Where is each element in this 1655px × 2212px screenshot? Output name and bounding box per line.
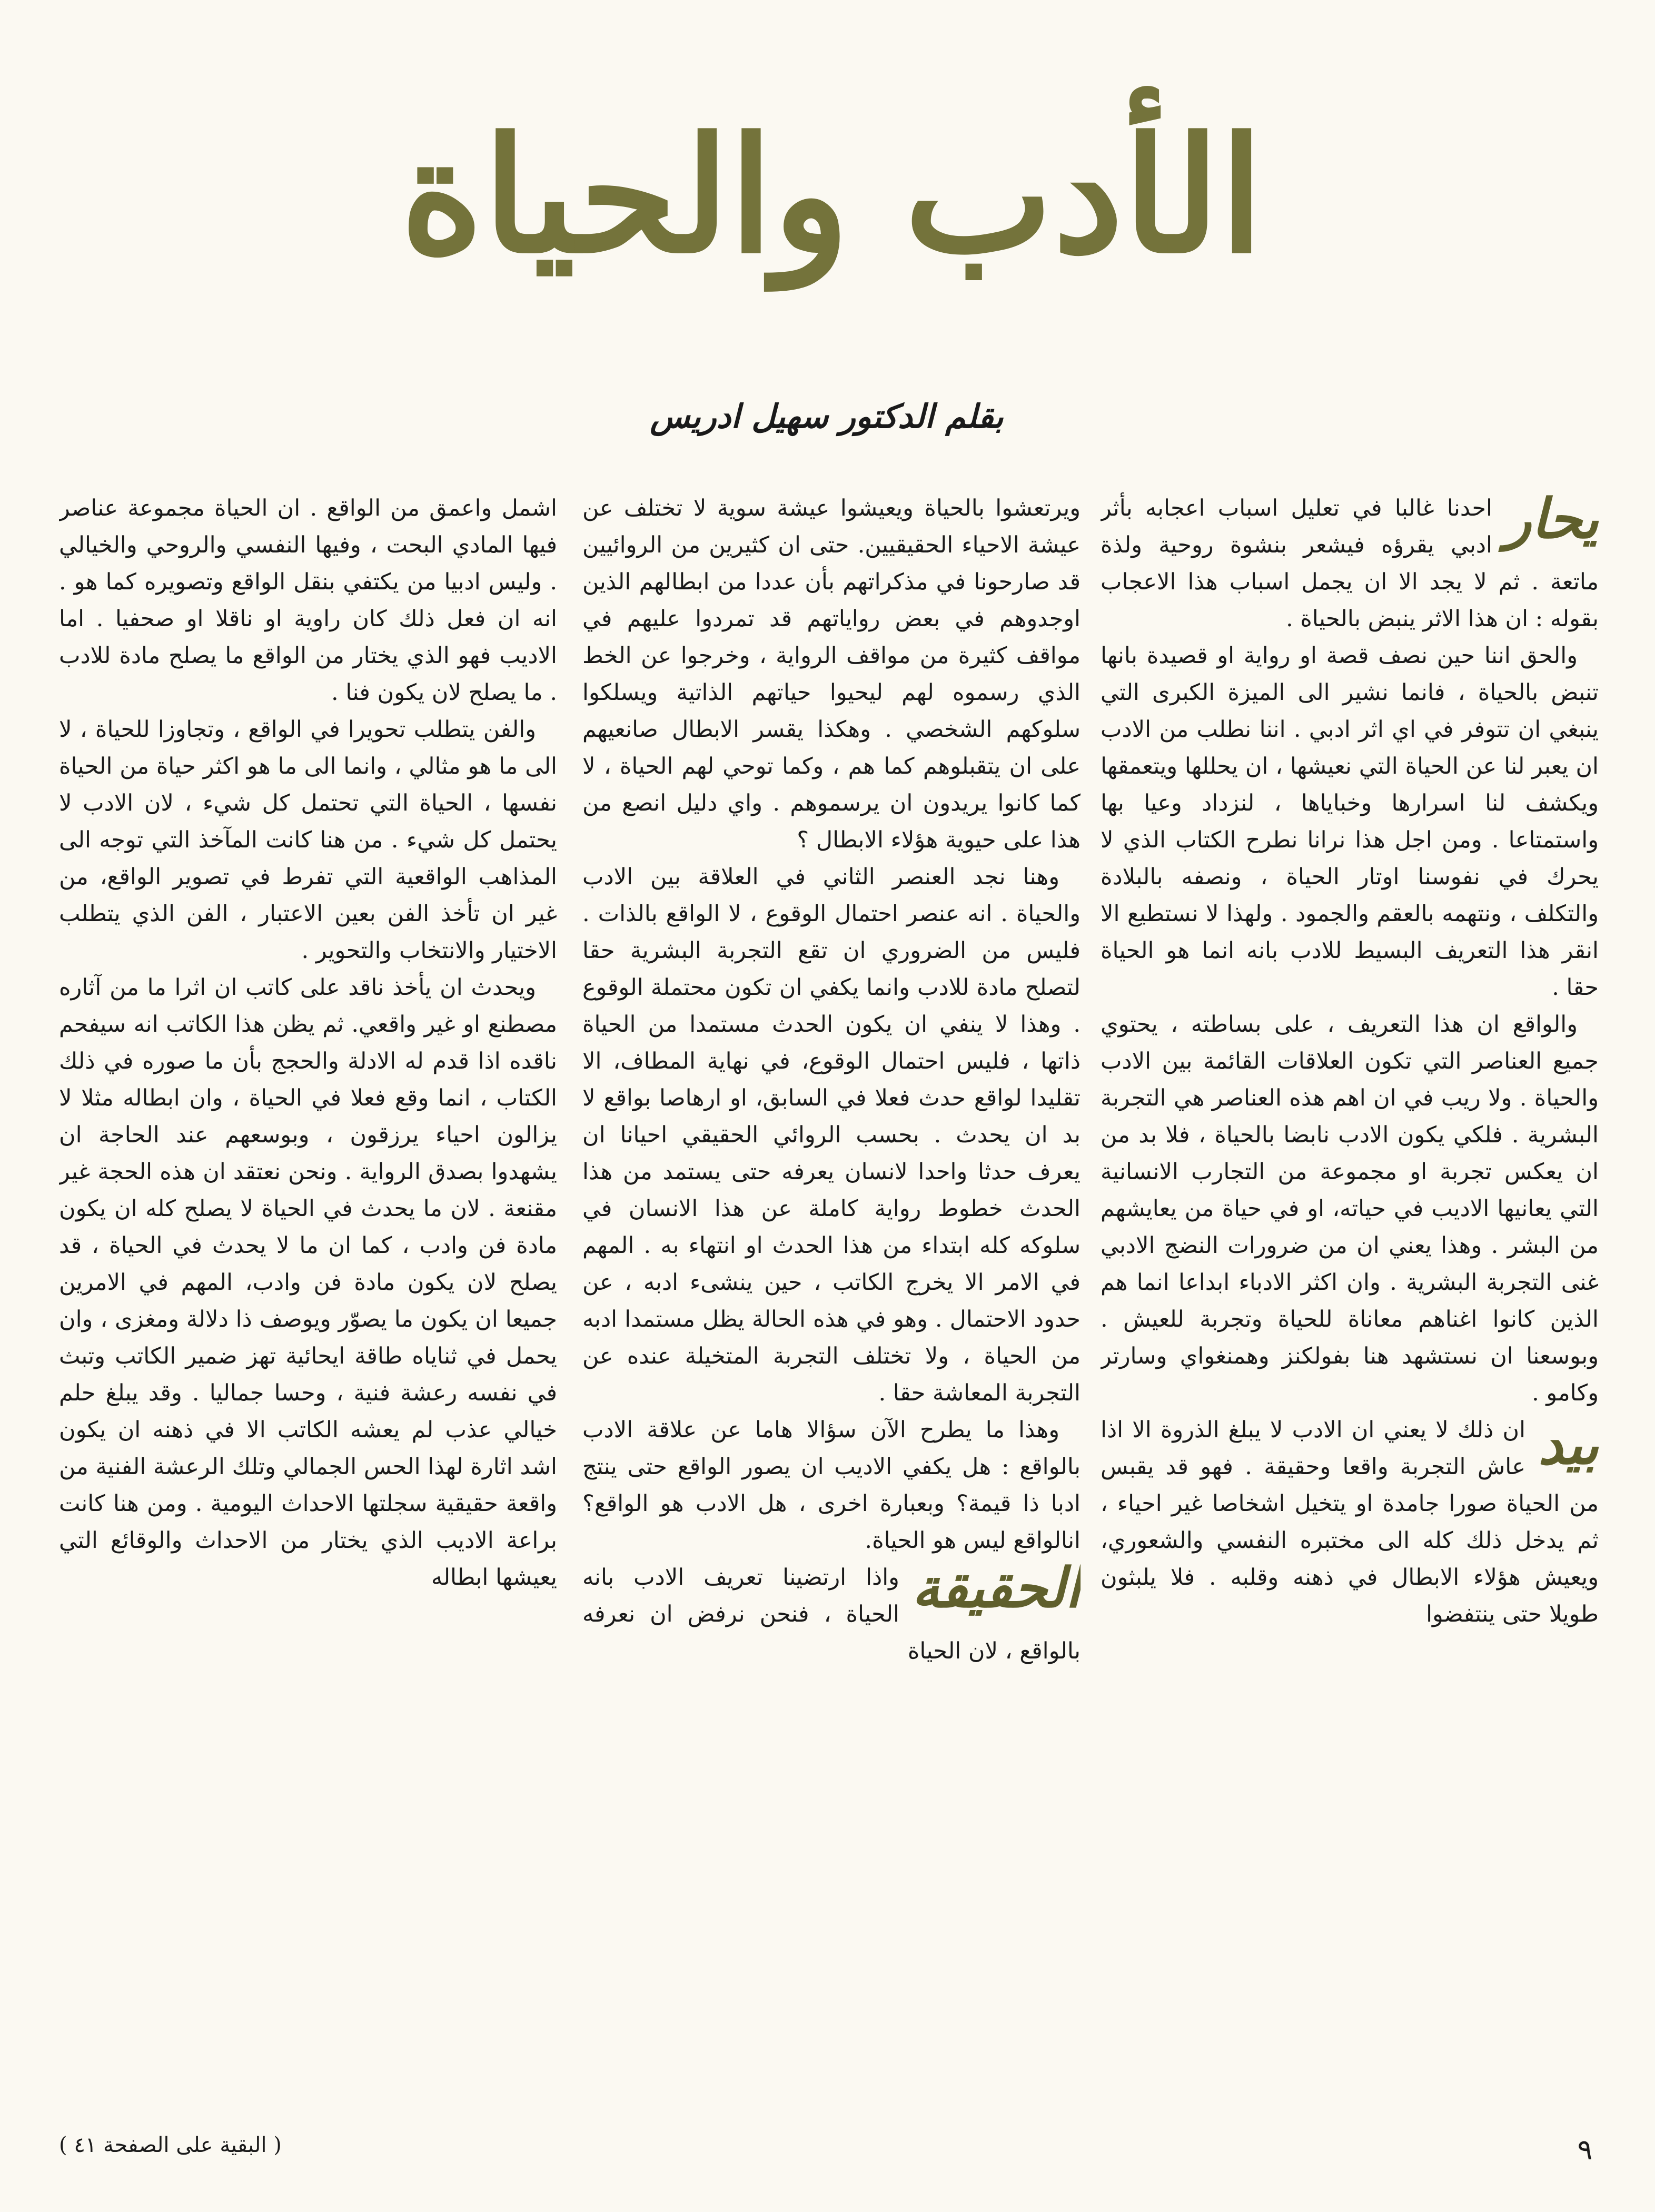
article-byline: بقلم الدكتور سهيل ادريس xyxy=(650,397,1004,436)
paragraph: اشمل واعمق من الواقع . ان الحياة مجموعة عناصر فيها المادي البحت ، وفيها النفسي والروحي والخيالي . وليس ادبيا من يكتفي بنقل الواقع وتصويره كما هو . انه ان فعل ذلك كان راوية او ناقلا او صحفيا . اما الاديب فهو الذي يختار من الواقع ما يصلح مادة للادب . ما يصلح لان يكون فنا . xyxy=(59,495,557,706)
article-title: الأدب والحياة xyxy=(400,102,1264,288)
paragraph: والحق اننا حين نصف قصة او رواية او قصيدة بانها تنبض بالحياة ، فانما نشير الى الميزة الكبرى التي ينبغي ان تتوفر في اي اثر ادبي . اننا نطلب من الادب ان يعبر لنا عن الحياة التي نعيشها ، ان يحللها ويتعمقها ويكشف لنا اسرارها وخباياها ، لنزداد وعيا بها واستمتاعا . ومن اجل هذا نرانا نطرح الكتاب الذي لا يحرك في نفوسنا اوتار الحياة ، ونصفه بالبلادة والتكلف ، ونتهمه بالعقم والجمود . ولهذا لا نستطيع الا انقر هذا التعريف البسيط للادب بانه انما هو الحياة حقا . xyxy=(1101,643,1599,1001)
paragraph: احدنا غالبا في تعليل اسباب اعجابه بأثر ادبي يقرؤه فيشعر بنشوة روحية ولذة ماتعة . ثم لا يجد الا ان يجمل اسباب هذا الاعجاب بقوله : ان هذا الاثر ينبض بالحياة . xyxy=(1101,495,1599,632)
paragraph: ويحدث ان يأخذ ناقد على كاتب ان اثرا ما من آثاره مصطنع او غير واقعي. ثم يظن هذا الكاتب انه سيفحم ناقده اذا قدم له الادلة والحجج بأن ما صوره في ذلك الكتاب ، انما وقع فعلا في الحياة ، وان ابطاله مثلا لا يزالون احياء يرزقون ، وبوسعهم عند الحاجة ان يشهدوا بصدق الرواية . ونحن نعتقد ان هذه الحجة غير مقنعة . لان ما يحدث في الحياة لا يصلح كله ان يكون مادة فن وادب ، كما ان ما لا يحدث في الحياة ، قد يصلح لان يكون مادة فن وادب، المهم في الامرين جميعا ان يكون ما يصوّر ويوصف ذا دلالة ومغزى ، وان يحمل في ثناياه طاقة ايحائية تهز ضمير الكاتب وتبث في نفسه رعشة فنية ، وحسا جماليا . وقد يبلغ حلم خيالي عذب لم يعشه الكاتب الا في ذهنه ان يكون اشد اثارة لهذا الحس الجمالي وتلك الرعشة الفنية من واقعة حقيقية سجلتها الاحداث اليومية . ومن هنا كانت براعة الاديب الذي يختار من الاحداث والوقائع التي يعيشها ابطاله xyxy=(59,974,557,1591)
paragraph: وهذا ما يطرح الآن سؤالا هاما عن علاقة الادب بالواقع : هل يكفي الاديب ان يصور الواقع حتى ينتج ادبا ذا قيمة؟ وبعبارة اخرى ، هل الادب هو الواقع؟ انالواقع ليس هو الحياة. xyxy=(582,1417,1081,1554)
paragraph: وهنا نجد العنصر الثاني في العلاقة بين الادب والحياة . انه عنصر احتمال الوقوع ، لا الواقع بالذات . فليس من الضروري ان تقع التجربة البشرية حقا لتصلح مادة للادب وانما يكفي ان تكون محتملة الوقوع . وهذا لا ينفي ان يكون الحدث مستمدا من الحياة ذاتها ، فليس احتمال الوقوع، في نهاية المطاف، الا تقليدا لواقع حدث فعلا في السابق، او ارهاصا بواقع لا بد ان يحدث . بحسب الروائي الحقيقي احيانا ان يعرف حدثا واحدا لانسان يعرفه حتى يستمد من هذا الحدث خطوط رواية كاملة عن هذا الانسان في سلوكه كله ابتداء من هذا الحدث او انتهاء به . المهم في الامر الا يخرج الكاتب ، حين ينشىء ادبه ، عن حدود الاحتمال . وهو في هذه الحالة يظل مستمدا ادبه من الحياة ، ولا تختلف التجربة المتخيلة عنده عن التجربة المعاشة حقا . xyxy=(582,864,1081,1406)
section-heading: الحقيقة xyxy=(911,1555,1081,1620)
paragraph: واذا ارتضينا تعريف الادب بانه الحياة ، فنحن نرفض ان نعرفه بالواقع ، لان الحياة xyxy=(582,1564,1081,1664)
column-middle xyxy=(582,490,1081,2096)
paragraph: ان ذلك لا يعني ان الادب لا يبلغ الذروة الا اذا عاش التجربة واقعا وحقيقة . فهو قد يقبس من الحياة صورا جامدة او يتخيل اشخاصا غير احياء ، ثم يدخل ذلك كله الى مختبره النفسي والشعوري، ويعيش هؤلاء الابطال في ذهنه وقلبه . فلا يلبثون طويلا حتى ينتفضوا xyxy=(1101,1417,1599,1627)
column-left xyxy=(59,490,557,2096)
column-right xyxy=(1101,490,1599,2096)
drop-word: يحار xyxy=(1505,490,1599,551)
page-number: ٩ xyxy=(1577,2133,1593,2166)
continued-note: ( البقية على الصفحة ٤١ ) xyxy=(59,2133,282,2157)
paragraph: والواقع ان هذا التعريف ، على بساطته ، يحتوي جميع العناصر التي تكون العلاقات القائمة بين الادب والحياة . ولا ريب في ان اهم هذه العناصر هي التجربة البشرية . فلكي يكون الادب نابضا بالحياة ، فلا بد من ان يعكس تجربة او مجموعة من التجارب الانسانية التي يعانيها الاديب في حياته، او في حياة من يعايشهم من البشر . وهذا يعني ان من ضرورات النضج الادبي غنى التجربة البشرية . وان اكثر الادباء ابداعا انما هم الذين كانوا اغناهم معاناة للحياة وتجربة للعيش . وبوسعنا ان نستشهد هنا بفولكنز وهمنغواي وسارتر وكامو . xyxy=(1101,1011,1599,1406)
drop-word: بيد xyxy=(1538,1412,1599,1477)
paragraph: والفن يتطلب تحويرا في الواقع ، وتجاوزا للحياة ، لا الى ما هو مثالي ، وانما الى ما هو اكثر حياة من الحياة نفسها ، الحياة التي تحتمل كل شيء ، لان الادب لا يحتمل كل شيء . من هنا كانت المآخذ التي توجه الى المذاهب الواقعية التي تفرط في تصوير الواقع، من غير ان تأخذ الفن بعين الاعتبار ، الفن الذي يتطلب الاختيار والانتخاب والتحوير . xyxy=(59,716,557,964)
paragraph: ويرتعشوا بالحياة ويعيشوا عيشة سوية لا تختلف عن عيشة الاحياء الحقيقيين. حتى ان كثيرين من الروائيين قد صارحونا في مذكراتهم بأن عددا من ابطالهم الذين اوجدوهم في بعض رواياتهم قد تمردوا عليهم في مواقف كثيرة من مواقف الرواية ، وخرجوا عن الخط الذي رسموه لهم ليحيوا حياتهم الذاتية ويسلكوا سلوكهم الشخصي . وهكذا يقسر الابطال صانعيهم على ان يتقبلوهم كما هم ، وكما توحي لهم الحياة ، لا كما كانوا يريدون ان يرسموهم . واي دليل انصع من هذا على حيوية هؤلاء الابطال ؟ xyxy=(582,495,1081,853)
